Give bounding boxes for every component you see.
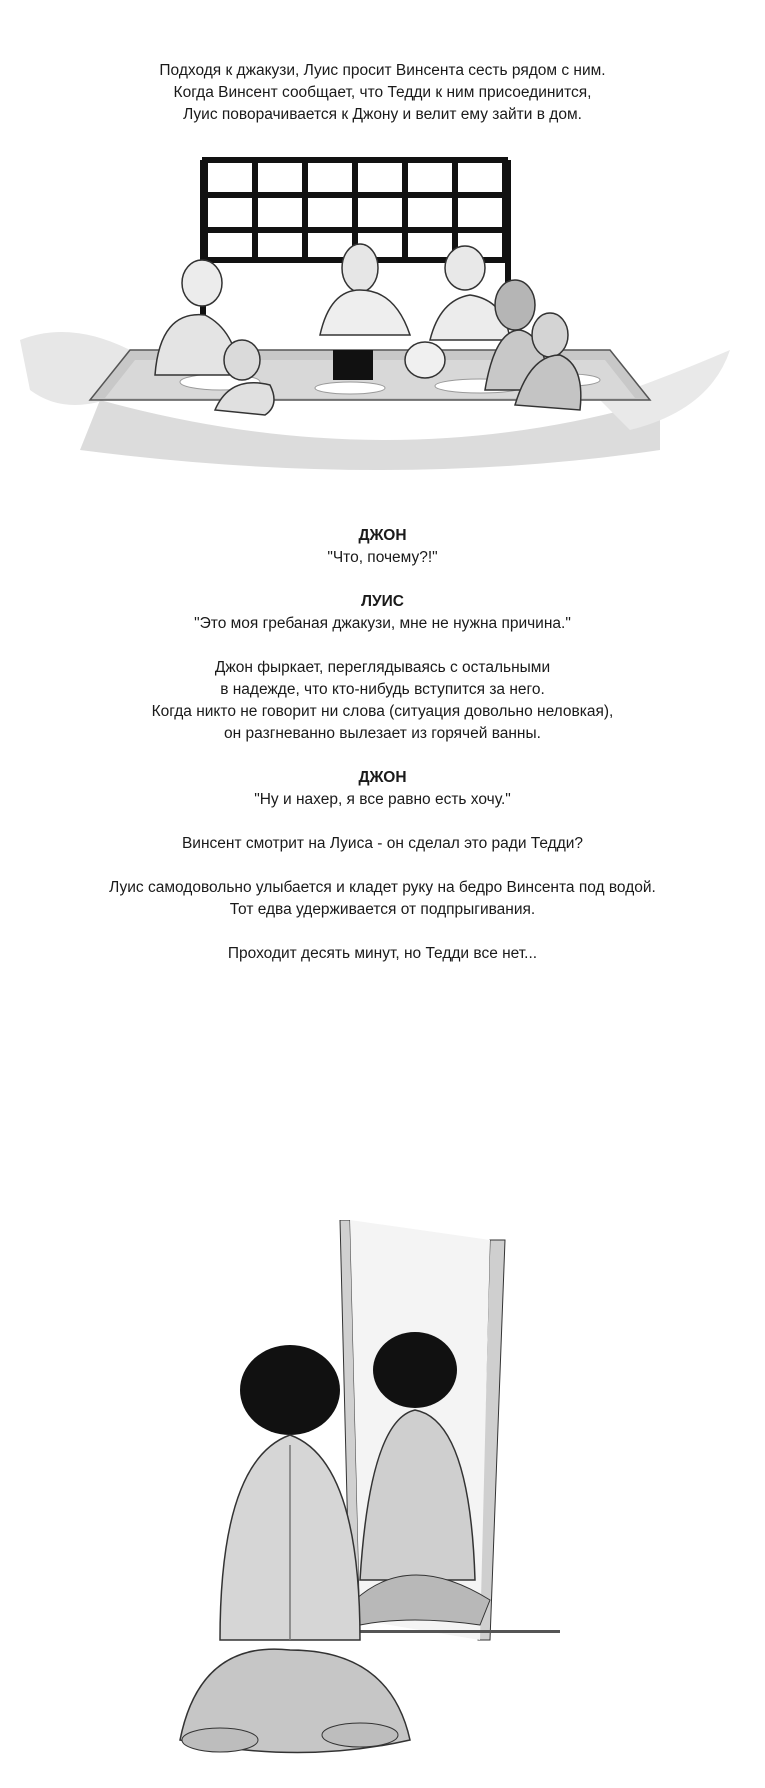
intro-line: Подходя к джакузи, Луис просит Винсента сесть рядом с ним. xyxy=(159,62,606,79)
narration-line: Тот едва удерживается от подпрыгивания. xyxy=(229,901,536,918)
narration-line: Луис самодовольно улыбается и кладет руку на бедро Винсента под водой. xyxy=(109,879,656,896)
luis-line: "Это моя гребаная джакузи, мне не нужна причина." xyxy=(194,615,571,632)
narration-line: Проходит десять минут, но Тедди все нет... xyxy=(227,945,538,962)
speaker-luis: ЛУИС xyxy=(361,593,404,610)
speaker-john: ДЖОН xyxy=(358,769,407,786)
intro-line: Луис поворачивается к Джону и велит ему зайти в дом. xyxy=(183,106,582,123)
boy-head xyxy=(240,1345,340,1435)
narration-line: Когда никто не говорит ни слова (ситуация довольно неловкая), xyxy=(151,703,614,720)
intro-line: Когда Винсент сообщает, что Тедди к ним присоединится, xyxy=(173,84,592,101)
mirror-illustration xyxy=(160,1220,600,1780)
john-line: "Что, почему?!" xyxy=(327,549,438,566)
narration-line: в надежде, что кто-нибудь вступится за него. xyxy=(220,681,545,698)
narration-line: Винсент смотрит на Луиса - он сделал это ради Тедди? xyxy=(181,835,584,852)
narration-line: он разгневанно вылезает из горячей ванны. xyxy=(224,725,541,742)
reflection-head xyxy=(373,1332,457,1408)
dialogue-block xyxy=(0,525,765,965)
narration-line: Джон фыркает, переглядываясь с остальными xyxy=(214,659,551,676)
speaker-john: ДЖОН xyxy=(358,527,407,544)
hot-tub-illustration xyxy=(10,150,755,480)
john-line: "Ну и нахер, я все равно есть хочу." xyxy=(254,791,511,808)
intro-caption xyxy=(0,60,765,126)
